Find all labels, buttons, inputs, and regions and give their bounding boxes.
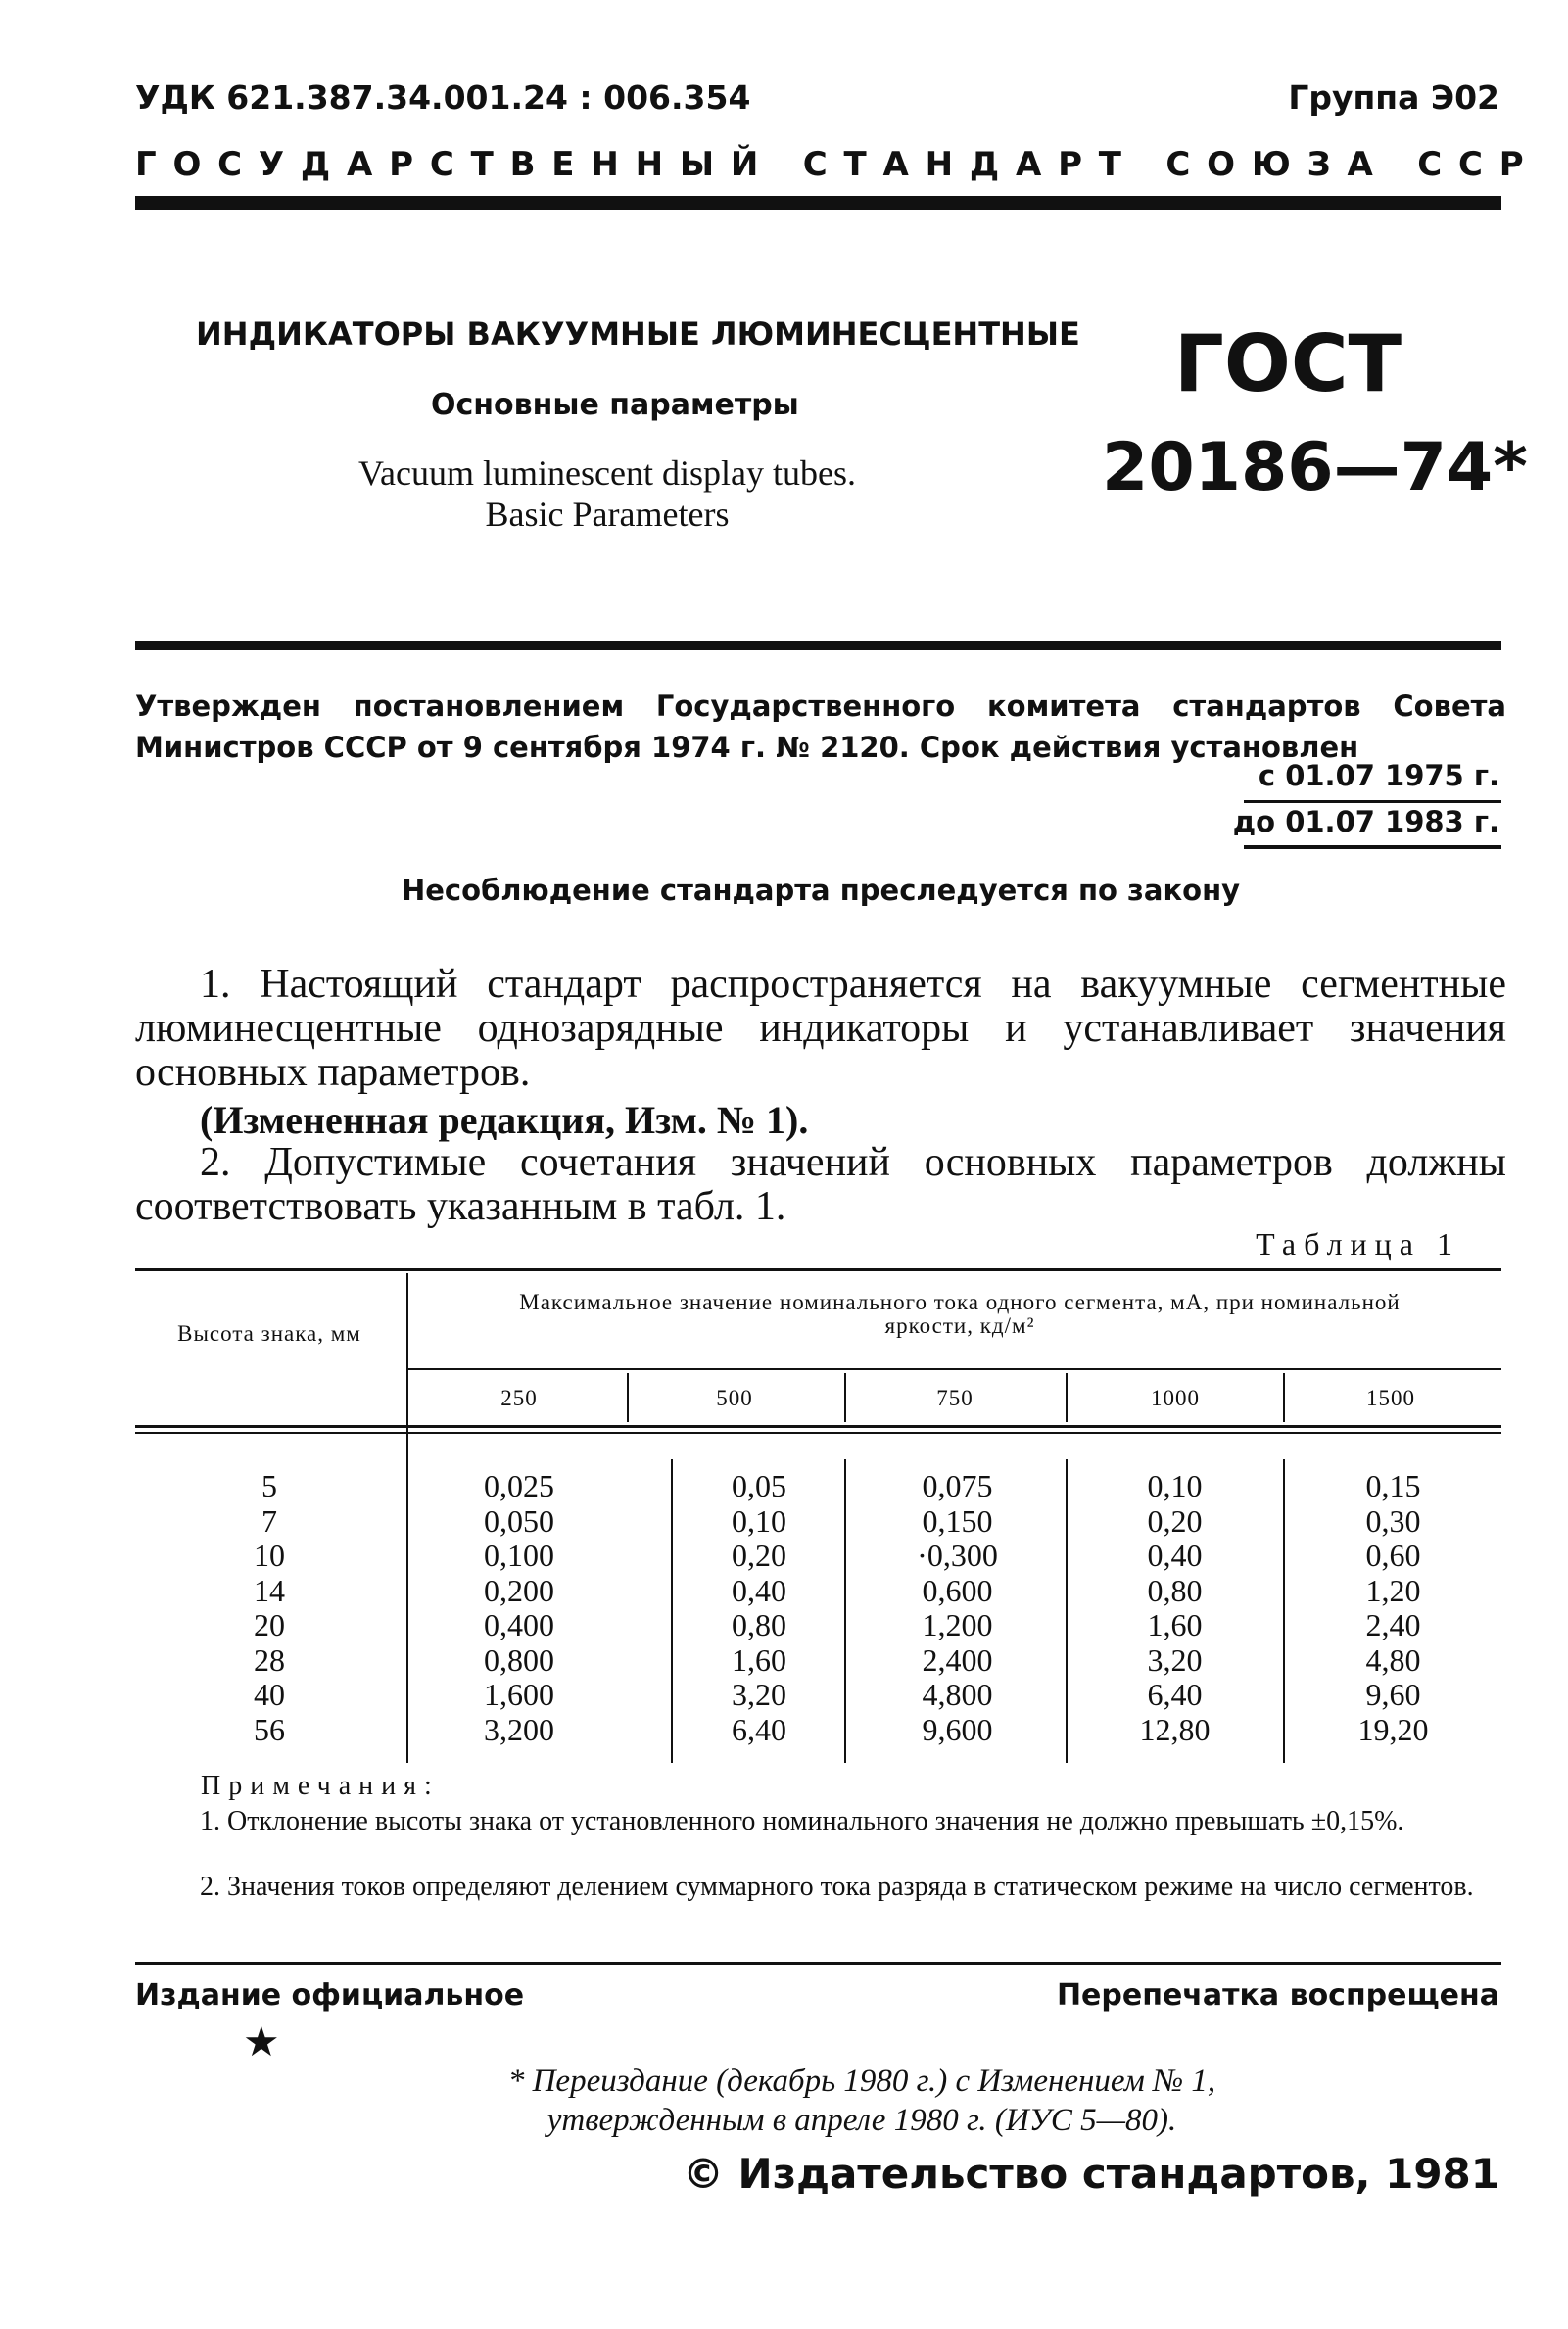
table-cell-current-750: ·0,300 bbox=[917, 1538, 998, 1573]
header-vline-2 bbox=[844, 1373, 846, 1422]
header-vline-4 bbox=[1283, 1373, 1285, 1422]
table-top-rule bbox=[135, 1268, 1501, 1271]
table-cell-current-500: 0,10 bbox=[732, 1502, 786, 1539]
table-cell-current-750: 0,150 bbox=[922, 1502, 993, 1539]
valid-from-rule bbox=[1244, 800, 1501, 803]
table-header-bottom-rule bbox=[135, 1425, 1501, 1428]
table-cell-current-1500: 4,80 bbox=[1365, 1641, 1421, 1678]
table-cell-current-750: 1,200 bbox=[922, 1607, 993, 1642]
table-cell-current-250: 1,600 bbox=[484, 1677, 554, 1712]
table-cell-current-250: 0,050 bbox=[484, 1502, 554, 1539]
table-cell-current-1500: 19,20 bbox=[1357, 1711, 1429, 1747]
notes-heading: Примечания: bbox=[201, 1771, 440, 1801]
official-edition: Издание официальное bbox=[135, 1978, 525, 2013]
table-header-hline bbox=[408, 1368, 1501, 1370]
gost-label: ГОСТ bbox=[1173, 318, 1402, 409]
table-cell-current-1500: 1,20 bbox=[1365, 1572, 1421, 1608]
table-cell-height: 14 bbox=[254, 1572, 285, 1608]
table-cell-current-1000: 0,80 bbox=[1147, 1572, 1203, 1608]
title-rule bbox=[135, 641, 1501, 650]
table-cell-current-1000: 0,20 bbox=[1147, 1502, 1203, 1539]
table-cell-current-1000: 12,80 bbox=[1139, 1711, 1211, 1747]
table-cell-current-750: 2,400 bbox=[922, 1641, 993, 1678]
footer-rule bbox=[135, 1962, 1501, 1965]
table-cell-current-500: 0,05 bbox=[732, 1468, 786, 1503]
table-cell-height: 56 bbox=[254, 1711, 285, 1747]
table-cell-height: 28 bbox=[254, 1641, 285, 1678]
brightness-750: 750 bbox=[936, 1386, 974, 1410]
header-vline-1 bbox=[627, 1373, 629, 1422]
table-cell-current-250: 0,800 bbox=[484, 1641, 554, 1678]
table-cell-current-500: 1,60 bbox=[732, 1641, 786, 1678]
table-cell-current-500: 6,40 bbox=[732, 1711, 786, 1747]
paragraph-2: 2. Допустимые сочетания значений основных параметров должны соответствовать указанным в табл. 1. bbox=[135, 1140, 1506, 1229]
edit-note: (Измененная редакция, Изм. № 1). bbox=[200, 1098, 809, 1142]
table-cell-current-1500: 0,15 bbox=[1365, 1468, 1421, 1503]
table-cell-current-750: 0,075 bbox=[922, 1468, 993, 1503]
brightness-1500: 1500 bbox=[1366, 1386, 1415, 1410]
table-header-bottom-rule-2 bbox=[135, 1432, 1501, 1434]
star-icon: ★ bbox=[243, 2020, 280, 2066]
table-cell-current-1000: 0,10 bbox=[1147, 1468, 1203, 1503]
table-cell-current-1500: 0,30 bbox=[1365, 1502, 1421, 1539]
title-en-line2: Basic Parameters bbox=[485, 495, 730, 534]
header-vline-3 bbox=[1066, 1373, 1068, 1422]
note-1: 1. Отклонение высоты знака от установленного номинального значения не должно превышать ±0,15%. bbox=[200, 1806, 1404, 1836]
table-cell-height: 7 bbox=[261, 1502, 277, 1539]
title-ru: ИНДИКАТОРЫ ВАКУУМНЫЕ ЛЮМИНЕСЦЕНТНЫЕ bbox=[196, 315, 1080, 353]
body-vline-2 bbox=[844, 1459, 846, 1763]
table-cell-current-1000: 6,40 bbox=[1147, 1677, 1203, 1712]
publisher: © Издательство стандартов, 1981 bbox=[682, 2150, 1499, 2198]
gost-number: 20186—74* bbox=[1102, 429, 1528, 506]
note-2: 2. Значения токов определяют делением суммарного тока разряда в статическом режиме на число сегментов. bbox=[200, 1872, 1474, 1902]
table-cell-current-500: 0,40 bbox=[732, 1572, 786, 1608]
body-vline-3 bbox=[1066, 1459, 1068, 1763]
table-cell-current-1500: 9,60 bbox=[1365, 1677, 1421, 1712]
table-cell-current-250: 0,100 bbox=[484, 1538, 554, 1573]
table-cell-current-500: 3,20 bbox=[732, 1677, 786, 1712]
approval-text: Утвержден постановлением Государственного комитета стандартов Совета Министров СССР от 9 сентября 1974 г. № 2120. Срок действия установлен bbox=[135, 689, 1506, 764]
brightness-250: 250 bbox=[500, 1386, 538, 1410]
reissue-line1: * Переиздание (декабрь 1980 г.) с Изменением № 1, bbox=[507, 2064, 1216, 2099]
udc-code: УДК 621.387.34.001.24 : 006.354 bbox=[135, 78, 751, 117]
table-caption: Таблица 1 bbox=[1256, 1226, 1460, 1261]
table-cell-current-500: 0,20 bbox=[732, 1538, 786, 1573]
state-standard-heading: ГОСУДАРСТВЕННЫЙ СТАНДАРТ СОЮЗА ССР bbox=[135, 145, 1541, 184]
table-vline-main bbox=[406, 1273, 408, 1763]
table-cell-current-1000: 1,60 bbox=[1147, 1607, 1203, 1642]
table-cell-current-250: 0,400 bbox=[484, 1607, 554, 1642]
reissue-line2: утвержденным в апреле 1980 г. (ИУС 5—80). bbox=[546, 2103, 1177, 2138]
table-cell-current-500: 0,80 bbox=[732, 1607, 786, 1642]
table-cell-height: 10 bbox=[254, 1538, 285, 1573]
reissue-note bbox=[372, 2062, 1352, 2140]
valid-from: с 01.07 1975 г. bbox=[1258, 759, 1499, 792]
paragraph-1: 1. Настоящий стандарт распространяется на вакуумные сегментные люминесцентные однозарядные индикаторы и устанавливает значения основных параметров. bbox=[135, 962, 1506, 1095]
title-en-line1: Vacuum luminescent display tubes. bbox=[358, 453, 856, 493]
table-cell-current-750: 0,600 bbox=[922, 1572, 993, 1608]
table-cell-current-1500: 0,60 bbox=[1365, 1538, 1421, 1573]
body-vline-1 bbox=[671, 1459, 673, 1763]
table-cell-height: 40 bbox=[254, 1677, 285, 1712]
table-cell-current-750: 9,600 bbox=[922, 1711, 993, 1747]
brightness-500: 500 bbox=[716, 1386, 753, 1410]
table-cell-height: 5 bbox=[261, 1468, 277, 1503]
valid-to: до 01.07 1983 г. bbox=[1232, 805, 1499, 838]
header-rule bbox=[135, 196, 1501, 210]
brightness-1000: 1000 bbox=[1151, 1386, 1200, 1410]
table-cell-current-750: 4,800 bbox=[922, 1677, 993, 1712]
body-vline-4 bbox=[1283, 1459, 1285, 1763]
group-code: Группа Э02 bbox=[1288, 78, 1499, 117]
table-cell-current-250: 3,200 bbox=[484, 1711, 554, 1747]
table-cell-current-250: 0,025 bbox=[484, 1468, 554, 1503]
table-cell-current-1500: 2,40 bbox=[1365, 1607, 1421, 1642]
legal-warning: Несоблюдение стандарта преследуется по закону bbox=[401, 874, 1241, 907]
title-en bbox=[304, 452, 911, 535]
table-cell-current-250: 0,200 bbox=[484, 1572, 554, 1608]
header-current: Максимальное значение номинального тока одного сегмента, мА, при номинальной яркости, кд/м² bbox=[519, 1290, 1401, 1338]
subtitle-ru: Основные параметры bbox=[431, 388, 799, 422]
table-cell-current-1000: 0,40 bbox=[1147, 1538, 1203, 1573]
reprint-prohibited: Перепечатка воспрещена bbox=[1056, 1978, 1499, 2013]
table-cell-current-1000: 3,20 bbox=[1147, 1641, 1203, 1678]
valid-to-rule bbox=[1244, 845, 1501, 849]
table-cell-height: 20 bbox=[254, 1607, 285, 1642]
header-height: Высота знака, мм bbox=[177, 1321, 361, 1346]
